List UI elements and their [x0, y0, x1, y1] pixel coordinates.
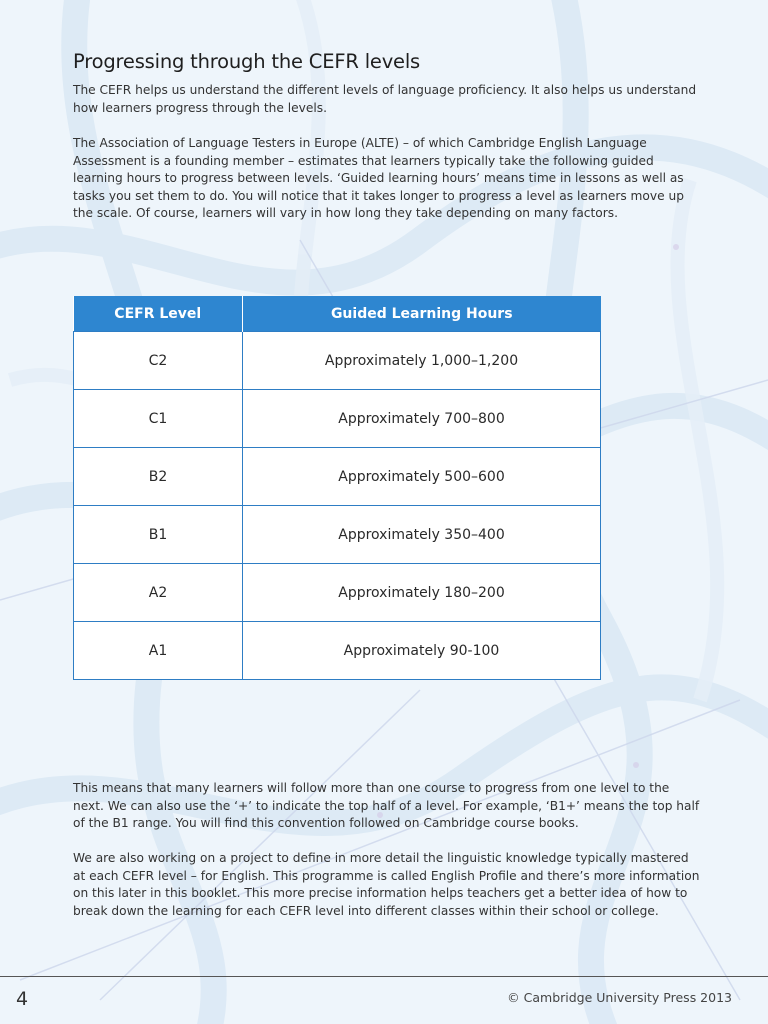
page-title: Progressing through the CEFR levels — [73, 50, 421, 73]
table-row — [74, 506, 601, 564]
learning-hours-cell: Approximately 1,000–1,200 — [243, 332, 601, 390]
cefr-level-cell: B2 — [74, 448, 243, 506]
cefr-level-cell: B1 — [74, 506, 243, 564]
copyright-notice: © Cambridge University Press 2013 — [507, 990, 732, 1005]
table-row — [74, 448, 601, 506]
cefr-level-cell: A2 — [74, 564, 243, 622]
intro-paragraph: The CEFR helps us understand the different levels of language proficiency. It also helps us understand how learners progress through the levels. — [73, 83, 697, 115]
cefr-level-cell: C1 — [74, 390, 243, 448]
table-row — [74, 622, 601, 680]
alte-paragraph: The Association of Language Testers in Europe (ALTE) – of which Cambridge English Language Assessment is a founding member – estimates that learners typically take the following guided learning hours to progress between levels. ‘Guided learning hours’ means time in lessons as well as tasks you set them to do. You will notice that it takes longer to progress a level as learners move up the scale. Of course, learners will vary in how long they take depending on many factors. — [73, 136, 684, 221]
table-header-row — [74, 296, 601, 332]
table-row — [74, 390, 601, 448]
cefr-hours-table — [73, 296, 601, 680]
table-row — [74, 564, 601, 622]
learning-hours-cell: Approximately 700–800 — [243, 390, 601, 448]
cefr-level-cell: A1 — [74, 622, 243, 680]
table-row — [74, 332, 601, 390]
progression-paragraph: This means that many learners will follow more than one course to progress from one level to the next. We can also use the ‘+’ to indicate the top half of a level. For example, ‘B1+’ means the top half of the B1 range. You will find this convention followed on Cambridge course books. — [73, 781, 700, 831]
learning-hours-cell: Approximately 500–600 — [243, 448, 601, 506]
column-header-level: CEFR Level — [74, 296, 243, 332]
learning-hours-cell: Approximately 180–200 — [243, 564, 601, 622]
column-header-hours: Guided Learning Hours — [243, 296, 601, 332]
page-number: 4 — [16, 988, 29, 1010]
english-profile-paragraph: We are also working on a project to define in more detail the linguistic knowledge typically mastered at each CEFR level – for English. This programme is called English Profile and there’s more information on this later in this booklet. This more precise information helps teachers get a better idea of how to break down the learning for each CEFR level into different classes within their school or college. — [73, 851, 700, 918]
cefr-level-cell: C2 — [74, 332, 243, 390]
learning-hours-cell: Approximately 350–400 — [243, 506, 601, 564]
footer-divider — [0, 976, 768, 977]
learning-hours-cell: Approximately 90-100 — [243, 622, 601, 680]
